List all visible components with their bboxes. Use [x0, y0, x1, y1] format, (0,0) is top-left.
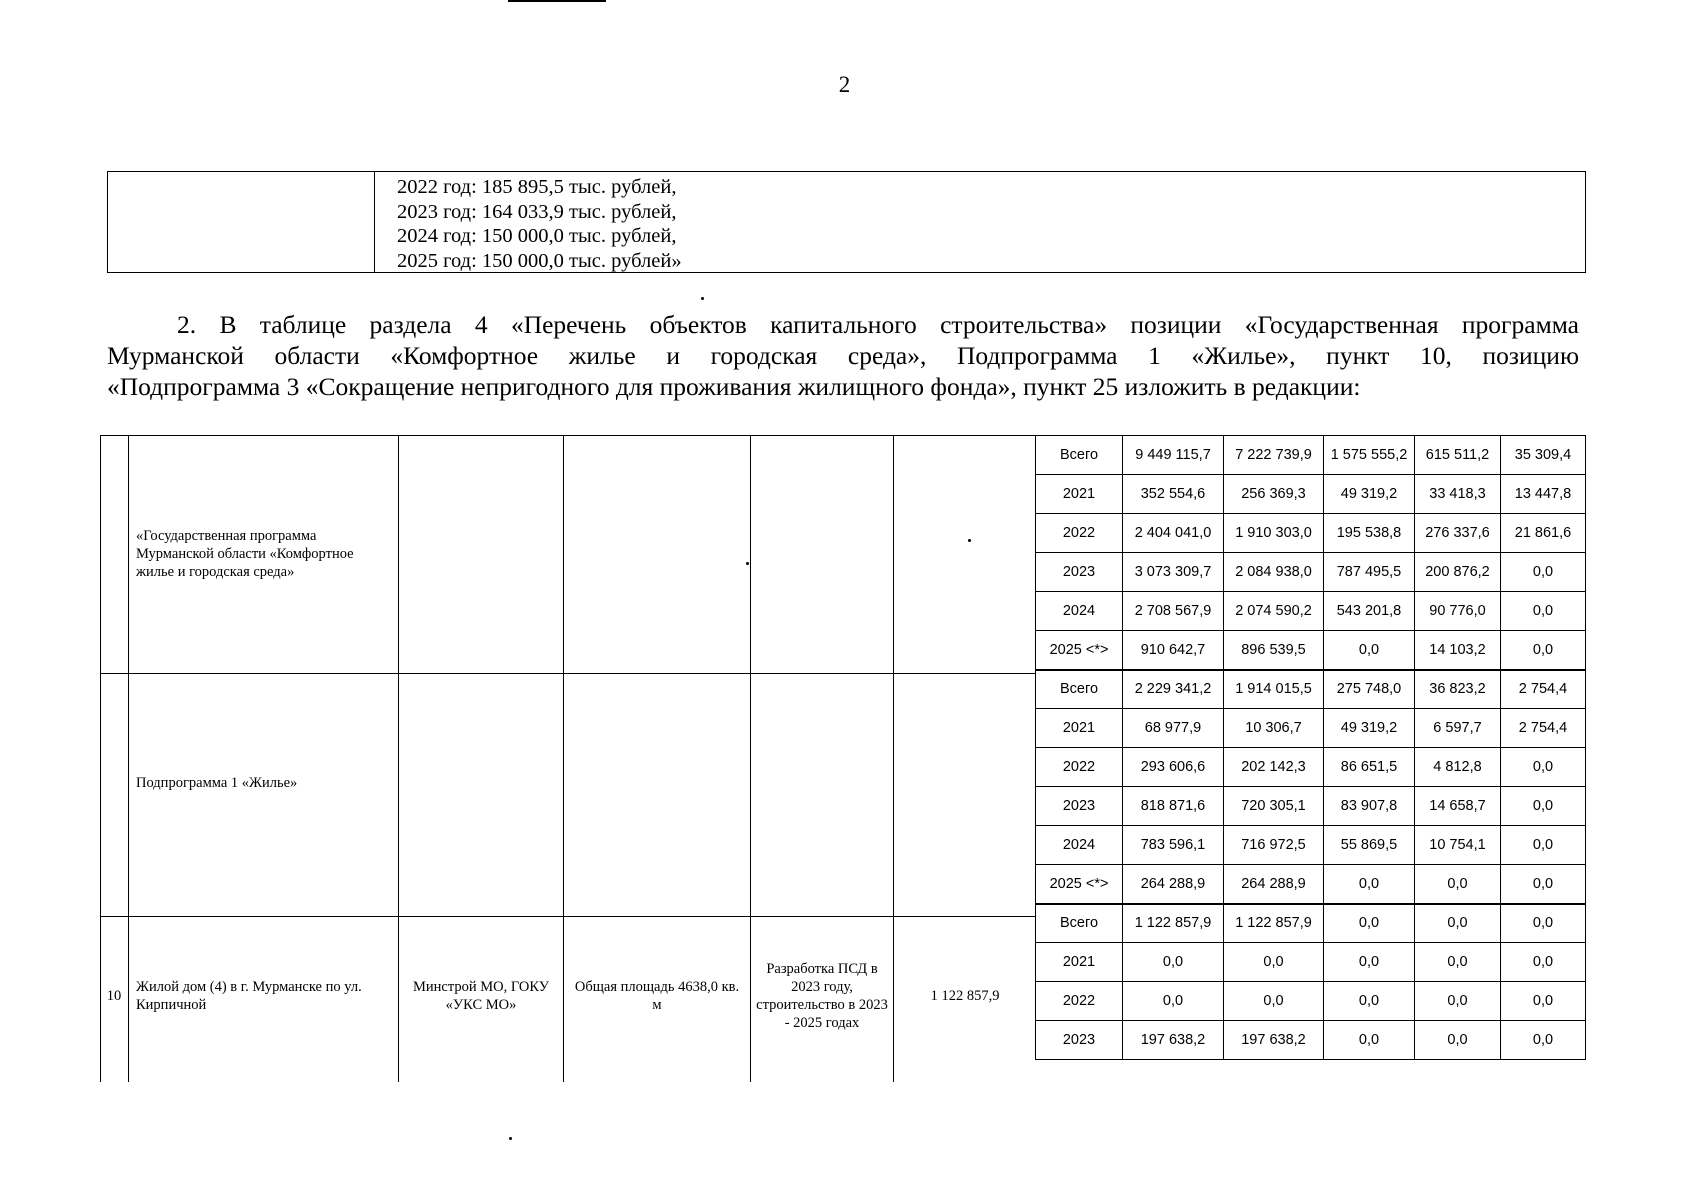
financing-table: [1035, 435, 1586, 1060]
financing-row: [1036, 553, 1586, 592]
other-cell: 0,0: [1501, 592, 1586, 631]
regional-cell: 55 869,5: [1324, 826, 1415, 865]
regional-cell: 49 319,2: [1324, 709, 1415, 748]
column-border: [128, 435, 129, 1082]
total-cell: 264 288,9: [1123, 865, 1224, 904]
federal-cell: 2 084 938,0: [1224, 553, 1324, 592]
financing-row: [1036, 865, 1586, 904]
financing-row: [1036, 982, 1586, 1021]
other-cell: 2 754,4: [1501, 709, 1586, 748]
period-cell: 2024: [1036, 592, 1123, 631]
total-cell: 197 638,2: [1123, 1021, 1224, 1060]
local-cell: 0,0: [1415, 865, 1501, 904]
scan-speck: [701, 297, 704, 300]
row-separator: [100, 673, 1036, 674]
period-cell: 2023: [1036, 553, 1123, 592]
total-cell: 9 449 115,7: [1123, 436, 1224, 475]
subprogram-name-cell: Подпрограмма 1 «Жилье»: [136, 775, 298, 791]
local-cell: 0,0: [1415, 943, 1501, 982]
period-cell: 2022: [1036, 514, 1123, 553]
financing-row: [1036, 592, 1586, 631]
total-cell: 910 642,7: [1123, 631, 1224, 670]
financing-row: [1036, 670, 1586, 709]
financing-row: [1036, 787, 1586, 826]
column-border: [893, 435, 894, 1082]
regional-cell: 195 538,8: [1324, 514, 1415, 553]
federal-cell: 716 972,5: [1224, 826, 1324, 865]
local-cell: 10 754,1: [1415, 826, 1501, 865]
regional-cell: 0,0: [1324, 1021, 1415, 1060]
federal-cell: 7 222 739,9: [1224, 436, 1324, 475]
local-cell: 36 823,2: [1415, 670, 1501, 709]
other-cell: 0,0: [1501, 943, 1586, 982]
amendment-paragraph: [107, 309, 1579, 402]
regional-cell: 543 201,8: [1324, 592, 1415, 631]
total-cell: 0,0: [1123, 982, 1224, 1021]
scan-speck: [746, 562, 749, 565]
other-cell: 2 754,4: [1501, 670, 1586, 709]
total-cell: 818 871,6: [1123, 787, 1224, 826]
federal-cell: 896 539,5: [1224, 631, 1324, 670]
other-cell: 0,0: [1501, 982, 1586, 1021]
federal-cell: 10 306,7: [1224, 709, 1324, 748]
financing-row: [1036, 436, 1586, 475]
local-cell: 0,0: [1415, 1021, 1501, 1060]
other-cell: 0,0: [1501, 1021, 1586, 1060]
period-cell: 2021: [1036, 709, 1123, 748]
total-cell: 2 229 341,2: [1123, 670, 1224, 709]
period-cell: 2022: [1036, 748, 1123, 787]
other-cell: 0,0: [1501, 865, 1586, 904]
top-rule: [508, 0, 606, 2]
total-cell: 2 708 567,9: [1123, 592, 1224, 631]
capacity-cell: Общая площадь 4638,0 кв. м: [574, 979, 740, 1013]
federal-cell: 720 305,1: [1224, 787, 1324, 826]
total-cell: 1 122 857,9: [1123, 904, 1224, 943]
paragraph-line: Мурманской области «Комфортное жилье и городская среда», Подпрограмма 1 «Жилье», пункт 10, позицию: [107, 341, 1579, 370]
local-cell: 0,0: [1415, 982, 1501, 1021]
period-cell: 2021: [1036, 475, 1123, 514]
total-cell: 352 554,6: [1123, 475, 1224, 514]
period-cell: 2024: [1036, 826, 1123, 865]
regional-cell: 0,0: [1324, 865, 1415, 904]
period-cell: 2021: [1036, 943, 1123, 982]
period-cell: Всего: [1036, 904, 1123, 943]
financing-row: [1036, 1021, 1586, 1060]
local-cell: 615 511,2: [1415, 436, 1501, 475]
other-cell: 0,0: [1501, 553, 1586, 592]
financing-row: [1036, 709, 1586, 748]
local-cell: 14 658,7: [1415, 787, 1501, 826]
period-cell: Всего: [1036, 670, 1123, 709]
regional-cell: 1 575 555,2: [1324, 436, 1415, 475]
financing-row: [1036, 748, 1586, 787]
total-cell: 2 404 041,0: [1123, 514, 1224, 553]
financing-row: [1036, 514, 1586, 553]
other-cell: 35 309,4: [1501, 436, 1586, 475]
row-separator: [100, 916, 1036, 917]
total-cell: 3 073 309,7: [1123, 553, 1224, 592]
column-border: [398, 435, 399, 1082]
other-cell: 21 861,6: [1501, 514, 1586, 553]
financing-table-body: [1036, 436, 1586, 1060]
funding-lines: [397, 175, 682, 273]
regional-cell: 86 651,5: [1324, 748, 1415, 787]
federal-cell: 202 142,3: [1224, 748, 1324, 787]
federal-cell: 1 910 303,0: [1224, 514, 1324, 553]
executor-cell: Минстрой МО, ГОКУ «УКС МО»: [412, 979, 549, 1013]
financing-row: [1036, 943, 1586, 982]
funding-box: [107, 171, 1586, 273]
funding-line: 2022 год: 185 895,5 тыс. рублей,: [397, 176, 677, 198]
column-border: [100, 435, 101, 1082]
local-cell: 6 597,7: [1415, 709, 1501, 748]
total-cell: 783 596,1: [1123, 826, 1224, 865]
financing-row: [1036, 631, 1586, 670]
program-name-cell: «Государственная программа Мурманской области «Комфортное жилье и городская среда»: [136, 528, 354, 580]
other-cell: 0,0: [1501, 787, 1586, 826]
paragraph-line: «Подпрограмма 3 «Сокращение непригодного для проживания жилищного фонда», пункт 25 изложить в редакции:: [107, 372, 1361, 401]
federal-cell: 2 074 590,2: [1224, 592, 1324, 631]
regional-cell: 0,0: [1324, 943, 1415, 982]
federal-cell: 264 288,9: [1224, 865, 1324, 904]
column-border: [750, 435, 751, 1082]
regional-cell: 83 907,8: [1324, 787, 1415, 826]
federal-cell: 1 122 857,9: [1224, 904, 1324, 943]
local-cell: 90 776,0: [1415, 592, 1501, 631]
funding-line: 2024 год: 150 000,0 тыс. рублей,: [397, 225, 677, 247]
page-number: 2: [838, 72, 851, 97]
federal-cell: 256 369,3: [1224, 475, 1324, 514]
column-border: [563, 435, 564, 1082]
regional-cell: 787 495,5: [1324, 553, 1415, 592]
item-number-cell: 10: [106, 988, 122, 1004]
federal-cell: 197 638,2: [1224, 1021, 1324, 1060]
local-cell: 200 876,2: [1415, 553, 1501, 592]
stage-cell: Разработка ПСД в 2023 году, строительство в 2023 - 2025 годах: [756, 961, 888, 1031]
paragraph-line: 2. В таблице раздела 4 «Перечень объектов капитального строительства» позиции «Государственная программа: [177, 310, 1579, 339]
regional-cell: 0,0: [1324, 631, 1415, 670]
federal-cell: 0,0: [1224, 943, 1324, 982]
period-cell: 2023: [1036, 787, 1123, 826]
local-cell: 33 418,3: [1415, 475, 1501, 514]
local-cell: 0,0: [1415, 904, 1501, 943]
cost-cell: 1 122 857,9: [930, 988, 1000, 1004]
total-cell: 293 606,6: [1123, 748, 1224, 787]
scan-speck: [968, 539, 971, 542]
local-cell: 276 337,6: [1415, 514, 1501, 553]
funding-line: 2023 год: 164 033,9 тыс. рублей,: [397, 200, 677, 223]
regional-cell: 0,0: [1324, 904, 1415, 943]
period-cell: 2025 <*>: [1036, 865, 1123, 904]
period-cell: Всего: [1036, 436, 1123, 475]
other-cell: 0,0: [1501, 904, 1586, 943]
funding-divider: [374, 172, 375, 272]
local-cell: 4 812,8: [1415, 748, 1501, 787]
period-cell: 2022: [1036, 982, 1123, 1021]
funding-line: 2025 год: 150 000,0 тыс. рублей»: [397, 249, 682, 272]
federal-cell: 1 914 015,5: [1224, 670, 1324, 709]
object-name-cell: Жилой дом (4) в г. Мурманске по ул. Кирпичной: [136, 979, 362, 1013]
regional-cell: 0,0: [1324, 982, 1415, 1021]
regional-cell: 275 748,0: [1324, 670, 1415, 709]
other-cell: 0,0: [1501, 826, 1586, 865]
scan-speck: [509, 1137, 512, 1140]
other-cell: 0,0: [1501, 631, 1586, 670]
other-cell: 13 447,8: [1501, 475, 1586, 514]
federal-cell: 0,0: [1224, 982, 1324, 1021]
financing-row: [1036, 475, 1586, 514]
regional-cell: 49 319,2: [1324, 475, 1415, 514]
table-top-border: [100, 435, 1036, 436]
financing-row: [1036, 826, 1586, 865]
objects-table-left: [100, 435, 1036, 1082]
other-cell: 0,0: [1501, 748, 1586, 787]
local-cell: 14 103,2: [1415, 631, 1501, 670]
period-cell: 2023: [1036, 1021, 1123, 1060]
total-cell: 68 977,9: [1123, 709, 1224, 748]
total-cell: 0,0: [1123, 943, 1224, 982]
financing-row: [1036, 904, 1586, 943]
period-cell: 2025 <*>: [1036, 631, 1123, 670]
